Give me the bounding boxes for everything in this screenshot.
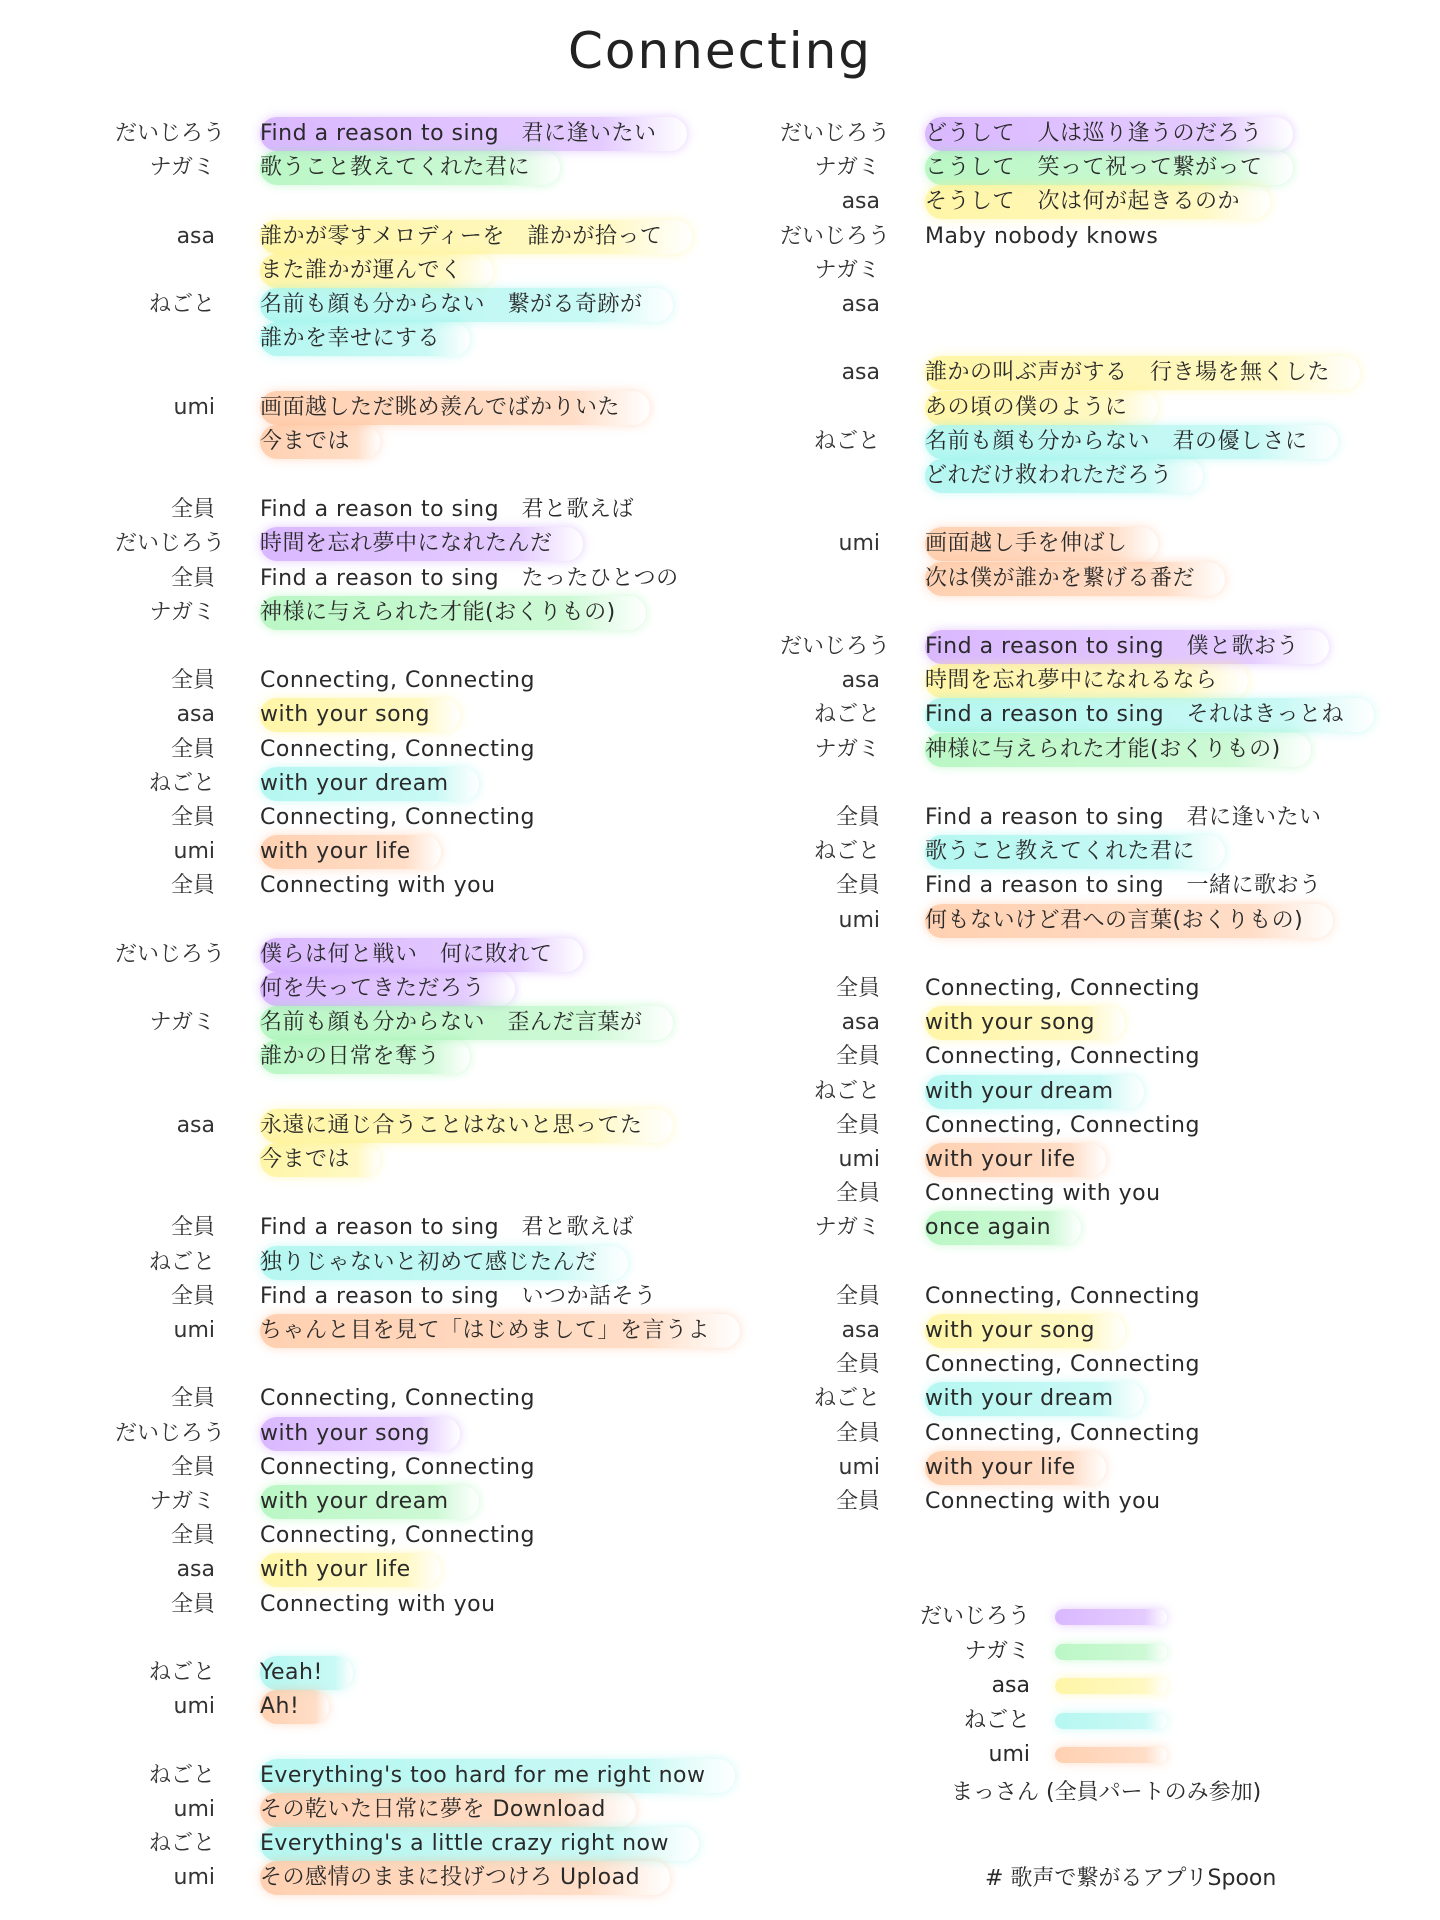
lyric-text: 時間を忘れ夢中になれるなら [925, 664, 1248, 698]
singer-name: 全員 [170, 805, 215, 830]
singer-name: ねごと [813, 428, 880, 454]
singer-name: 全員 [170, 1215, 215, 1241]
singer-name: umi [838, 531, 880, 557]
song-title: Connecting [567, 22, 873, 80]
singer-name: umi [838, 907, 880, 933]
singer-name: umi [173, 394, 215, 420]
legend-item [905, 1635, 1305, 1669]
lyric-text: 誰かが零すメロディーを 誰かが拾って [260, 220, 692, 254]
lyric-text: 神様に与えられた才能(おくりもの) [925, 733, 1311, 767]
singer-name: 全員 [835, 873, 880, 899]
lyric-text: with your dream [260, 767, 479, 801]
singer-name: 全員 [835, 1420, 880, 1446]
singer-name: umi [173, 839, 215, 865]
lyric-text: Everything's a little crazy right now [260, 1827, 699, 1861]
singer-name: だいじろう [115, 1420, 226, 1446]
lyric-text: with your dream [925, 1382, 1144, 1416]
lyric-text: Connecting with you [925, 1489, 1161, 1514]
lyric-text: 誰かを幸せにする [260, 322, 470, 356]
lyric-text: 永遠に通じ合うことはないと思ってた [260, 1109, 673, 1143]
lyric-text: Ah! [260, 1690, 329, 1724]
singer-name: asa [841, 360, 880, 386]
lyric-text: Find a reason to sing それはきっとね [925, 698, 1374, 732]
lyric-text: 誰かの日常を奪う [260, 1040, 470, 1074]
legend-swatch [1055, 1609, 1167, 1625]
singer-name: ナガミ [149, 599, 215, 625]
singer-name: だいじろう [115, 941, 226, 967]
singer-name: 全員 [170, 1283, 215, 1309]
singer-name: 全員 [170, 736, 215, 762]
singer-name: asa [841, 668, 880, 694]
lyric-text: 僕らは何と戦い 何に敗れて [260, 938, 583, 972]
lyric-text: 何を失ってきただろう [260, 972, 515, 1006]
singer-name: umi [173, 1865, 215, 1891]
singer-name: ナガミ [814, 155, 880, 181]
lyric-text: どうして 人は巡り逢うのだろう [925, 117, 1293, 151]
singer-name: ねごと [148, 770, 215, 796]
lyric-text: その乾いた日常に夢を Download [260, 1793, 636, 1827]
lyric-text: with your song [925, 1314, 1125, 1348]
legend-label: ねごと [963, 1707, 1030, 1733]
lyric-text: with your song [925, 1006, 1125, 1040]
lyric-text: Connecting, Connecting [260, 1454, 535, 1480]
legend-item [905, 1669, 1305, 1703]
singer-name: ねごと [813, 702, 880, 728]
lyric-text: 画面越しただ眺め羨んでばかりいた [260, 391, 650, 425]
singer-name: ねごと [148, 292, 215, 317]
lyric-text: あの頃の僕のように [925, 391, 1158, 425]
singer-name: umi [173, 1796, 215, 1822]
legend-label: だいじろう [919, 1604, 1030, 1629]
singer-name: 全員 [170, 1454, 215, 1480]
singer-name: だいじろう [780, 121, 891, 146]
singer-name: ナガミ [814, 736, 880, 762]
lyric-text: Find a reason to sing 君に逢いたい [925, 805, 1322, 830]
lyric-text: Yeah! [260, 1656, 353, 1690]
singer-name: ねごと [148, 1660, 215, 1685]
singer-legend [905, 1600, 1305, 1805]
lyric-text: Connecting, Connecting [925, 1044, 1200, 1070]
lyric-text: 今までは [260, 425, 380, 459]
footer-hashtag: # 歌声で繋がるアプリSpoon [985, 1866, 1277, 1891]
singer-name: だいじろう [115, 121, 226, 146]
lyric-text: 独りじゃないと初めて感じたんだ [260, 1246, 628, 1280]
singer-name: ねごと [148, 1831, 215, 1856]
lyric-text: ちゃんと目を見て「はじめまして」を言うよ [260, 1314, 740, 1348]
lyric-text: Connecting, Connecting [260, 805, 535, 830]
lyric-text: Find a reason to sing 君と歌えば [260, 497, 635, 523]
singer-name: umi [173, 1318, 215, 1343]
lyric-text: 名前も顔も分からない 君の優しさに [925, 425, 1338, 459]
lyric-text: Connecting with you [260, 1591, 496, 1617]
singer-name: ナガミ [814, 257, 880, 283]
singer-name: 全員 [835, 976, 880, 1001]
singer-name: asa [176, 702, 215, 728]
legend-item [905, 1738, 1305, 1772]
legend-label: ナガミ [964, 1638, 1030, 1664]
lyric-text: 歌うこと教えてくれた君に [925, 835, 1225, 869]
lyric-text: with your life [260, 835, 441, 869]
lyric-text: こうして 笑って祝って繋がって [925, 151, 1293, 185]
singer-name: asa [176, 1112, 215, 1138]
singer-name: 全員 [170, 1591, 215, 1617]
singer-name: だいじろう [780, 223, 891, 249]
singer-name: 全員 [170, 668, 215, 694]
lyric-text: Connecting with you [260, 873, 496, 899]
singer-name: 全員 [835, 1112, 880, 1138]
legend-note: まっさん (全員パートのみ参加) [951, 1780, 1262, 1805]
lyric-text: 名前も顔も分からない 歪んだ言葉が [260, 1006, 673, 1040]
lyric-text: Connecting, Connecting [925, 976, 1200, 1001]
singer-name: asa [841, 189, 880, 215]
legend-swatch [1055, 1747, 1167, 1763]
legend-swatch [1055, 1644, 1167, 1660]
lyric-text: with your life [925, 1451, 1106, 1485]
singer-name: asa [841, 1010, 880, 1036]
lyric-text: 名前も顔も分からない 繋がる奇跡が [260, 288, 673, 322]
lyric-text: Connecting, Connecting [925, 1112, 1200, 1138]
lyric-text: Connecting, Connecting [925, 1283, 1200, 1309]
lyric-text: Everything's too hard for me right now [260, 1759, 735, 1793]
singer-name: 全員 [170, 873, 215, 899]
legend-label: asa [991, 1673, 1030, 1698]
lyric-text: Find a reason to sing 僕と歌おう [925, 630, 1329, 664]
lyric-text: with your life [260, 1553, 441, 1587]
singer-name: 全員 [170, 1523, 215, 1549]
singer-name: ナガミ [149, 155, 215, 181]
singer-name: 全員 [170, 565, 215, 591]
lyric-text: Find a reason to sing 一緒に歌おう [925, 873, 1322, 899]
singer-name: 全員 [835, 1352, 880, 1378]
lyric-text: once again [925, 1211, 1081, 1245]
lyric-text: 誰かの叫ぶ声がする 行き場を無くした [925, 356, 1360, 390]
singer-name: umi [173, 1694, 215, 1720]
singer-name: ねごと [148, 1249, 215, 1275]
lyric-text: 歌うこと教えてくれた君に [260, 151, 560, 185]
singer-name: ねごと [148, 1762, 215, 1788]
lyric-text: 時間を忘れ夢中になれたんだ [260, 527, 583, 561]
lyric-text: with your song [260, 698, 460, 732]
singer-name: ナガミ [149, 1010, 215, 1036]
singer-name: asa [176, 1557, 215, 1583]
lyric-text: with your song [260, 1417, 460, 1451]
lyric-text: Find a reason to sing たったひとつの [260, 565, 679, 591]
lyric-text: Connecting, Connecting [260, 668, 535, 694]
lyric-text: 次は僕が誰かを繋げる番だ [925, 562, 1225, 596]
singer-name: ナガミ [149, 1489, 215, 1514]
lyric-text: 神様に与えられた才能(おくりもの) [260, 596, 646, 630]
singer-name: 全員 [170, 1386, 215, 1412]
lyric-text: Connecting, Connecting [260, 1386, 535, 1412]
singer-name: 全員 [835, 1283, 880, 1309]
lyric-text: Find a reason to sing 君に逢いたい [260, 117, 687, 151]
singer-name: ねごと [813, 839, 880, 865]
singer-name: asa [176, 223, 215, 249]
lyric-text: その感情のままに投げつけろ Upload [260, 1861, 670, 1895]
lyric-text: Connecting, Connecting [925, 1352, 1200, 1378]
singer-name: 全員 [835, 805, 880, 830]
legend-label: umi [988, 1742, 1030, 1767]
lyric-text: with your dream [260, 1485, 479, 1519]
singer-name: 全員 [835, 1181, 880, 1207]
lyric-text: Connecting, Connecting [925, 1420, 1200, 1446]
lyric-text: 何もないけど君への言葉(おくりもの) [925, 904, 1333, 938]
legend-item [905, 1704, 1305, 1738]
singer-name: 全員 [170, 497, 215, 523]
singer-name: だいじろう [115, 531, 226, 557]
lyric-text: Connecting, Connecting [260, 1523, 535, 1549]
singer-name: ねごと [813, 1386, 880, 1412]
singer-name: umi [838, 1147, 880, 1172]
lyric-text: 画面越し手を伸ばし [925, 527, 1158, 561]
lyric-text: また誰かが運んでく [260, 254, 493, 288]
legend-swatch [1055, 1713, 1167, 1729]
singer-name: asa [841, 1318, 880, 1343]
lyric-text: どれだけ救われただろう [925, 459, 1203, 493]
singer-name: 全員 [835, 1489, 880, 1514]
lyric-text: Maby nobody knows [925, 223, 1159, 249]
lyric-text: Find a reason to sing いつか話そう [260, 1283, 657, 1309]
singer-name: 全員 [835, 1044, 880, 1070]
singer-name: ねごと [813, 1078, 880, 1104]
singer-name: umi [838, 1454, 880, 1480]
lyric-text: Connecting, Connecting [260, 736, 535, 762]
lyric-text: そうして 次は何が起きるのか [925, 185, 1270, 219]
legend-swatch [1055, 1678, 1167, 1694]
singer-name: だいじろう [780, 634, 891, 659]
lyric-text: with your life [925, 1143, 1106, 1177]
legend-item [905, 1600, 1305, 1634]
lyric-text: Find a reason to sing 君と歌えば [260, 1215, 635, 1241]
lyric-text: 今までは [260, 1143, 380, 1177]
singer-name: asa [841, 292, 880, 317]
singer-name: ナガミ [814, 1215, 880, 1241]
lyric-text: Connecting with you [925, 1181, 1161, 1207]
lyric-text: with your dream [925, 1075, 1144, 1109]
